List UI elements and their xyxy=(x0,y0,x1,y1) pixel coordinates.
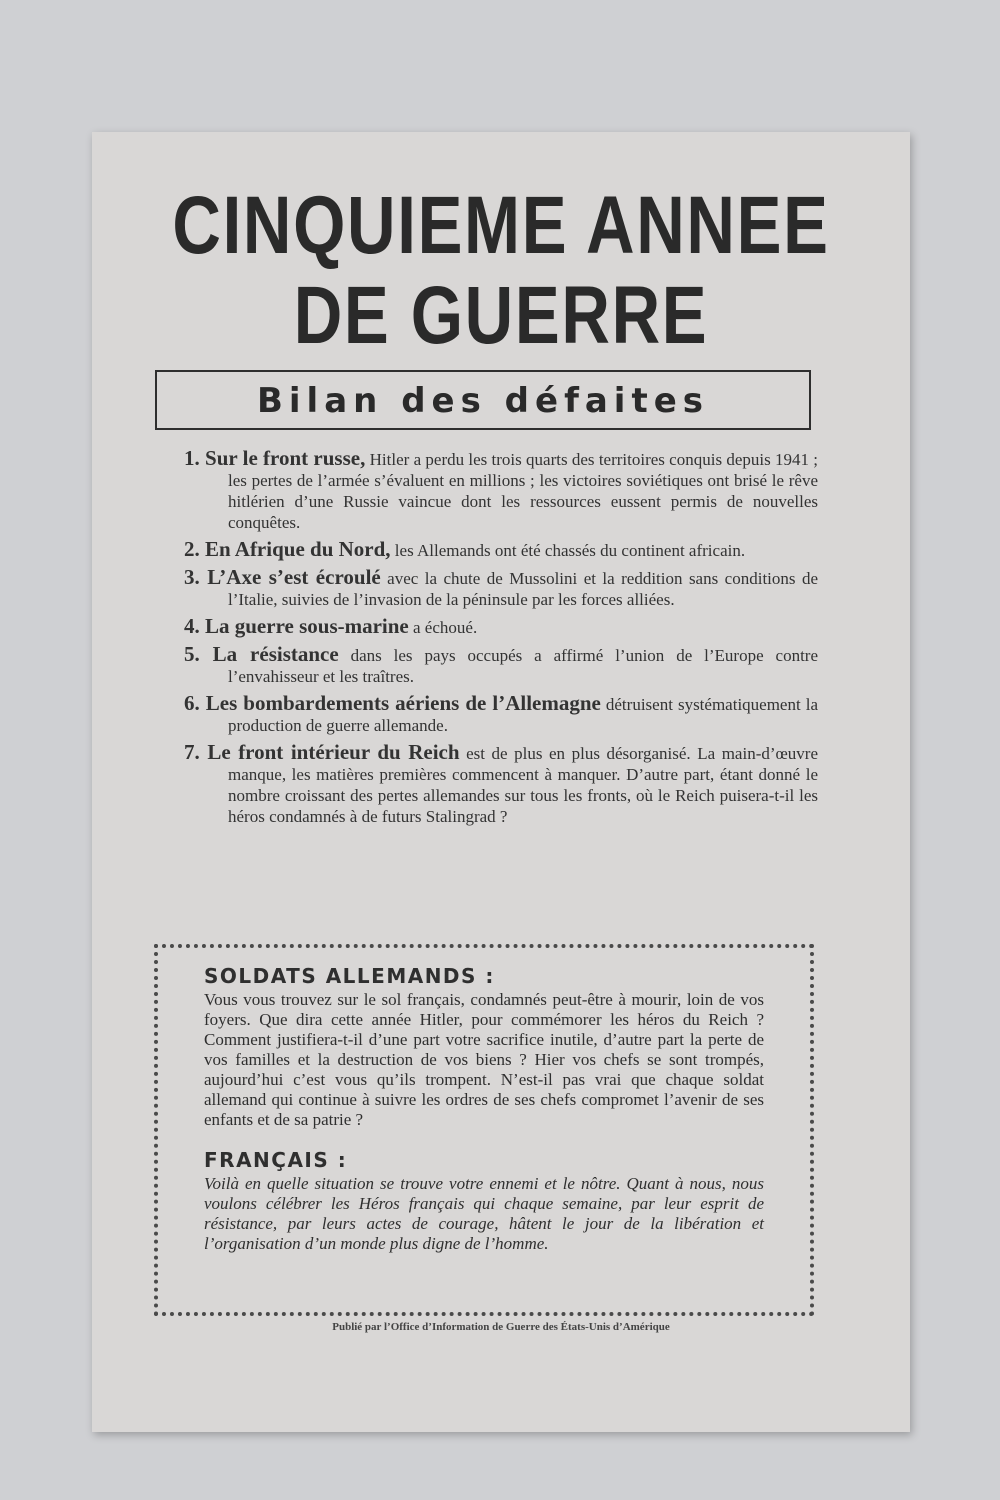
point-number: 5. xyxy=(184,642,200,666)
point-text: avec la chute de Mussolini et la reddition sans conditions de l’Italie, suivies de l’invasion de la péninsule par les forces alliées. xyxy=(228,569,818,609)
point-text: les Allemands ont été chassés du continent africain. xyxy=(390,541,746,560)
point-number: 2. xyxy=(184,537,200,561)
point-lead: La résistance xyxy=(212,642,339,666)
point-text: Hitler a perdu les trois quarts des territoires conquis depuis 1941 ; les pertes de l’armée s’évaluent en millions ; les victoires soviétiques ont brisé le rêve hitlérien d’une Russie vaincue dont les ressources eussent permis de nouvelles conquêtes. xyxy=(228,450,819,532)
point-5 xyxy=(152,644,818,687)
point-text: est de plus en plus désorganisé. La main-d’œuvre manque, les matières premières commencent à manquer. D’autre part, étant donné le nombre croissant des pertes allemandes sur tous les fronts, où le Reich puisera-t-il les héros condamnés à de futurs Stalingrad ? xyxy=(228,744,819,826)
point-number: 3. xyxy=(184,565,200,589)
subtitle-box xyxy=(155,370,811,430)
point-number: 7. xyxy=(184,740,200,764)
point-number: 1. xyxy=(184,446,200,470)
heading-soldats: SOLDATS ALLEMANDS : xyxy=(204,964,495,988)
body-francais: Voilà en quelle situation se trouve votre ennemi et le nôtre. Quant à nous, nous voulons célébrer les Héros français qui chaque semaine, par leur esprit de résistance, par leurs actes de courage, hâtent le jour de la libération et l’organisation d’un monde plus digne de l’homme. xyxy=(204,1174,764,1253)
point-number: 4. xyxy=(184,614,200,638)
point-7 xyxy=(152,742,818,827)
subtitle: Bilan des défaites xyxy=(256,381,710,421)
body-soldats: Vous vous trouvez sur le sol français, condamnés peut-être à mourir, loin de vos foyers. Que dira cette année Hitler, pour commémorer les héros du Reich ? Comment justifiera-t-il d’une part votre sacrifice inutile, d’autre part la perte de vos familles et la destruction de vos biens ? Hier vos chefs se sont trompés, aujourd’hui c’est vous qu’ils trompent. N’est-il pas vrai que chaque soldat allemand qui continue à suivre les ordres de ses chefs compromet l’avenir de ses enfants et de sa patrie ? xyxy=(204,990,764,1129)
point-lead: Sur le front russe, xyxy=(205,446,366,470)
point-3 xyxy=(152,567,818,610)
leaflet xyxy=(92,132,910,1432)
point-lead: Les bombardements aériens de l’Allemagne xyxy=(205,691,601,715)
appeal-box xyxy=(154,944,814,1316)
publisher-footer: Publié par l’Office d’Information de Guerre des États-Unis d’Amérique xyxy=(332,1321,670,1333)
title-line-1: CINQUIEME ANNEE xyxy=(172,180,830,271)
point-text: détruisent systématiquement la production de guerre allemande. xyxy=(228,695,818,735)
point-number: 6. xyxy=(184,691,200,715)
point-1 xyxy=(152,448,818,533)
point-lead: Le front intérieur du Reich xyxy=(207,740,460,764)
heading-francais: FRANÇAIS : xyxy=(204,1148,348,1172)
point-4 xyxy=(152,616,818,638)
point-text: dans les pays occupés a affirmé l’union de l’Europe contre l’envahisseur et les traîtres. xyxy=(228,646,818,686)
point-2 xyxy=(152,539,818,561)
points-list xyxy=(152,448,818,833)
title-line-2: DE GUERRE xyxy=(293,270,709,361)
point-6 xyxy=(152,693,818,736)
point-lead: La guerre sous-marine xyxy=(205,614,409,638)
point-lead: En Afrique du Nord, xyxy=(205,537,391,561)
point-text: a échoué. xyxy=(408,618,478,637)
point-lead: L’Axe s’est écroulé xyxy=(207,565,381,589)
